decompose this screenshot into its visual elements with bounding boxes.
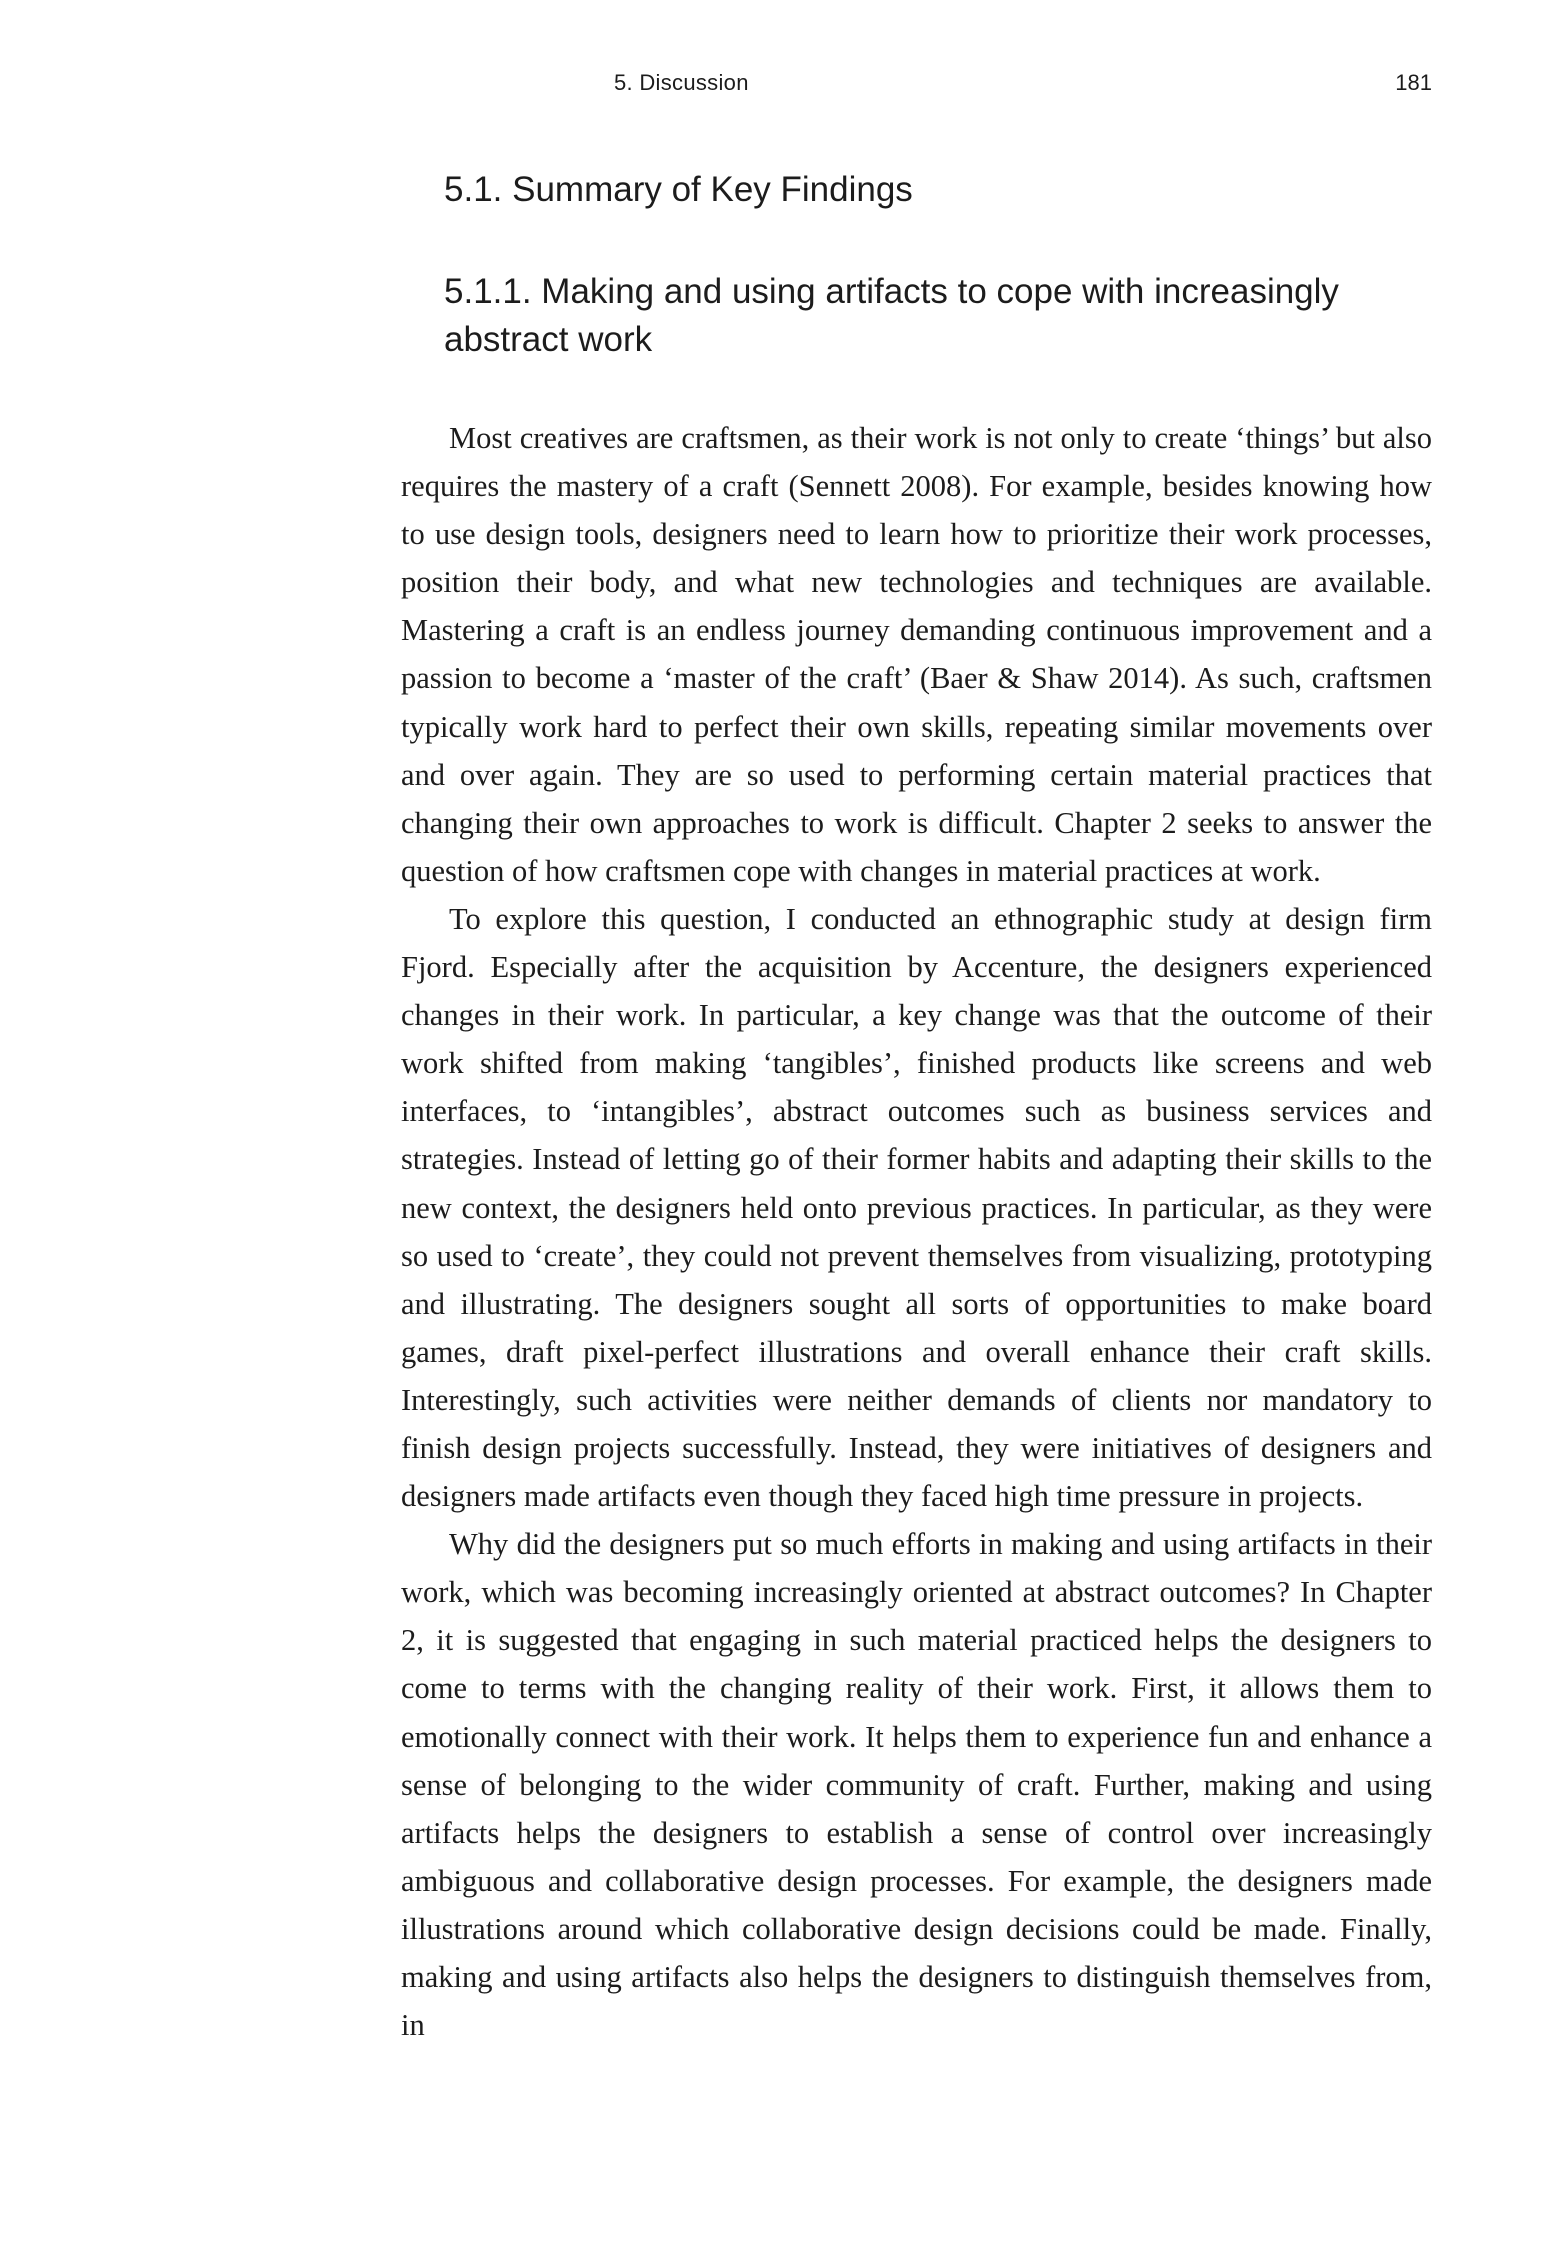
body-text bbox=[401, 414, 1432, 2049]
running-head: 5. Discussion bbox=[614, 70, 749, 95]
subsection-heading: 5.1.1. Making and using artifacts to cope with increasingly abstract work bbox=[444, 272, 1339, 359]
section-heading: 5.1. Summary of Key Findings bbox=[444, 170, 913, 209]
page-number: 181 bbox=[1395, 70, 1432, 95]
paragraph: Why did the designers put so much efforts in making and using artifacts in their work, which was becoming increasingly oriented at abstract outcomes? In Chapter 2, it is suggested that engaging in such material practiced helps the designers to come to terms with the changing reality of their work. First, it allows them to emotionally connect with their work. It helps them to experience fun and enhance a sense of belonging to the wider community of craft. Further, making and using artifacts helps the designers to establish a sense of control over increasingly ambiguous and collaborative design processes. For example, the designers made illustrations around which collaborative design decisions could be made. Finally, making and using artifacts also helps the designers to distinguish themselves from, in bbox=[401, 1527, 1432, 2043]
paragraph: Most creatives are craftsmen, as their work is not only to create ‘things’ but also requires the mastery of a craft (Sennett 2008). For example, besides knowing how to use design tools, designers need to learn how to prioritize their work processes, position their body, and what new technologies and techniques are available. Mastering a craft is an endless journey demanding continuous improvement and a passion to become a ‘master of the craft’ (Baer & Shaw 2014). As such, craftsmen typically work hard to perfect their own skills, repeating similar movements over and over again. They are so used to performing certain material practices that changing their own approaches to work is difficult. Chapter 2 seeks to answer the question of how craftsmen cope with changes in material practices at work. bbox=[401, 421, 1432, 888]
paragraph: To explore this question, I conducted an ethnographic study at design firm Fjord. Especially after the acquisition by Accenture, the designers experienced changes in their work. In particular, a key change was that the outcome of their work shifted from making ‘tangibles’, finished products like screens and web interfaces, to ‘intangibles’, abstract outcomes such as business services and strategies. Instead of letting go of their former habits and adapting their skills to the new context, the designers held onto previous practices. In particular, as they were so used to ‘create’, they could not prevent themselves from visualizing, prototyping and illustrating. The designers sought all sorts of opportunities to make board games, draft pixel-perfect illustrations and overall enhance their craft skills. Interestingly, such activities were neither demands of clients nor mandatory to finish design projects successfully. Instead, they were initiatives of designers and designers made artifacts even though they faced high time pressure in projects. bbox=[401, 901, 1432, 1514]
